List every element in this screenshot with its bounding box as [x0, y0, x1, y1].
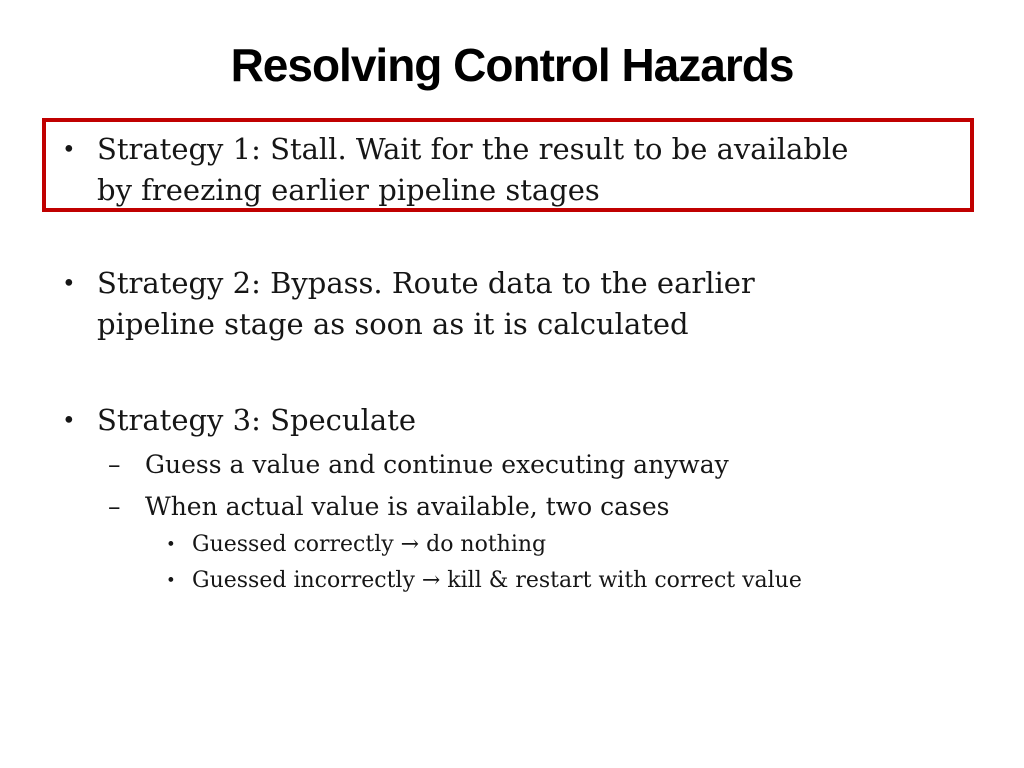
bullet-text: [97, 129, 848, 211]
bullet-icon: •: [166, 535, 176, 554]
bullet-icon: •: [62, 136, 76, 163]
bullet-line: Guess a value and continue executing anyway: [145, 450, 729, 479]
bullet-icon: •: [62, 270, 76, 297]
bullet-line: Strategy 2: Bypass. Route data to the earlier: [97, 266, 755, 300]
bullet-text: [97, 400, 416, 441]
sub-item-guess-value: [108, 447, 988, 483]
bullet-text: [145, 447, 729, 483]
bullet-icon: •: [62, 407, 76, 434]
bullet-line: Strategy 3: Speculate: [97, 403, 416, 437]
bullet-text: [145, 489, 670, 525]
sub-item-actual-value: [108, 489, 988, 525]
subsub-item-guessed-correctly: [166, 529, 996, 560]
bullet-line: When actual value is available, two cases: [145, 492, 670, 521]
bullet-line: Guessed incorrectly → kill & restart with correct value: [192, 568, 802, 593]
bullet-text: [97, 263, 755, 345]
list-item-strategy-1: [46, 122, 970, 211]
bullet-icon: •: [166, 571, 176, 590]
dash-icon: –: [108, 492, 121, 521]
highlight-box: [42, 118, 974, 212]
dash-icon: –: [108, 450, 121, 479]
bullet-line: Guessed correctly → do nothing: [192, 532, 547, 557]
subsub-item-guessed-incorrectly: [166, 565, 996, 596]
page-title: Resolving Control Hazards: [230, 39, 794, 91]
list-item-strategy-3: [62, 400, 982, 441]
bullet-text: [192, 529, 546, 560]
list-item-strategy-2: [62, 263, 982, 345]
bullet-line: pipeline stage as soon as it is calculated: [97, 307, 689, 341]
bullet-line: Strategy 1: Stall. Wait for the result to be available: [97, 132, 849, 166]
bullet-text: [192, 565, 802, 596]
bullet-line: by freezing earlier pipeline stages: [97, 173, 600, 207]
